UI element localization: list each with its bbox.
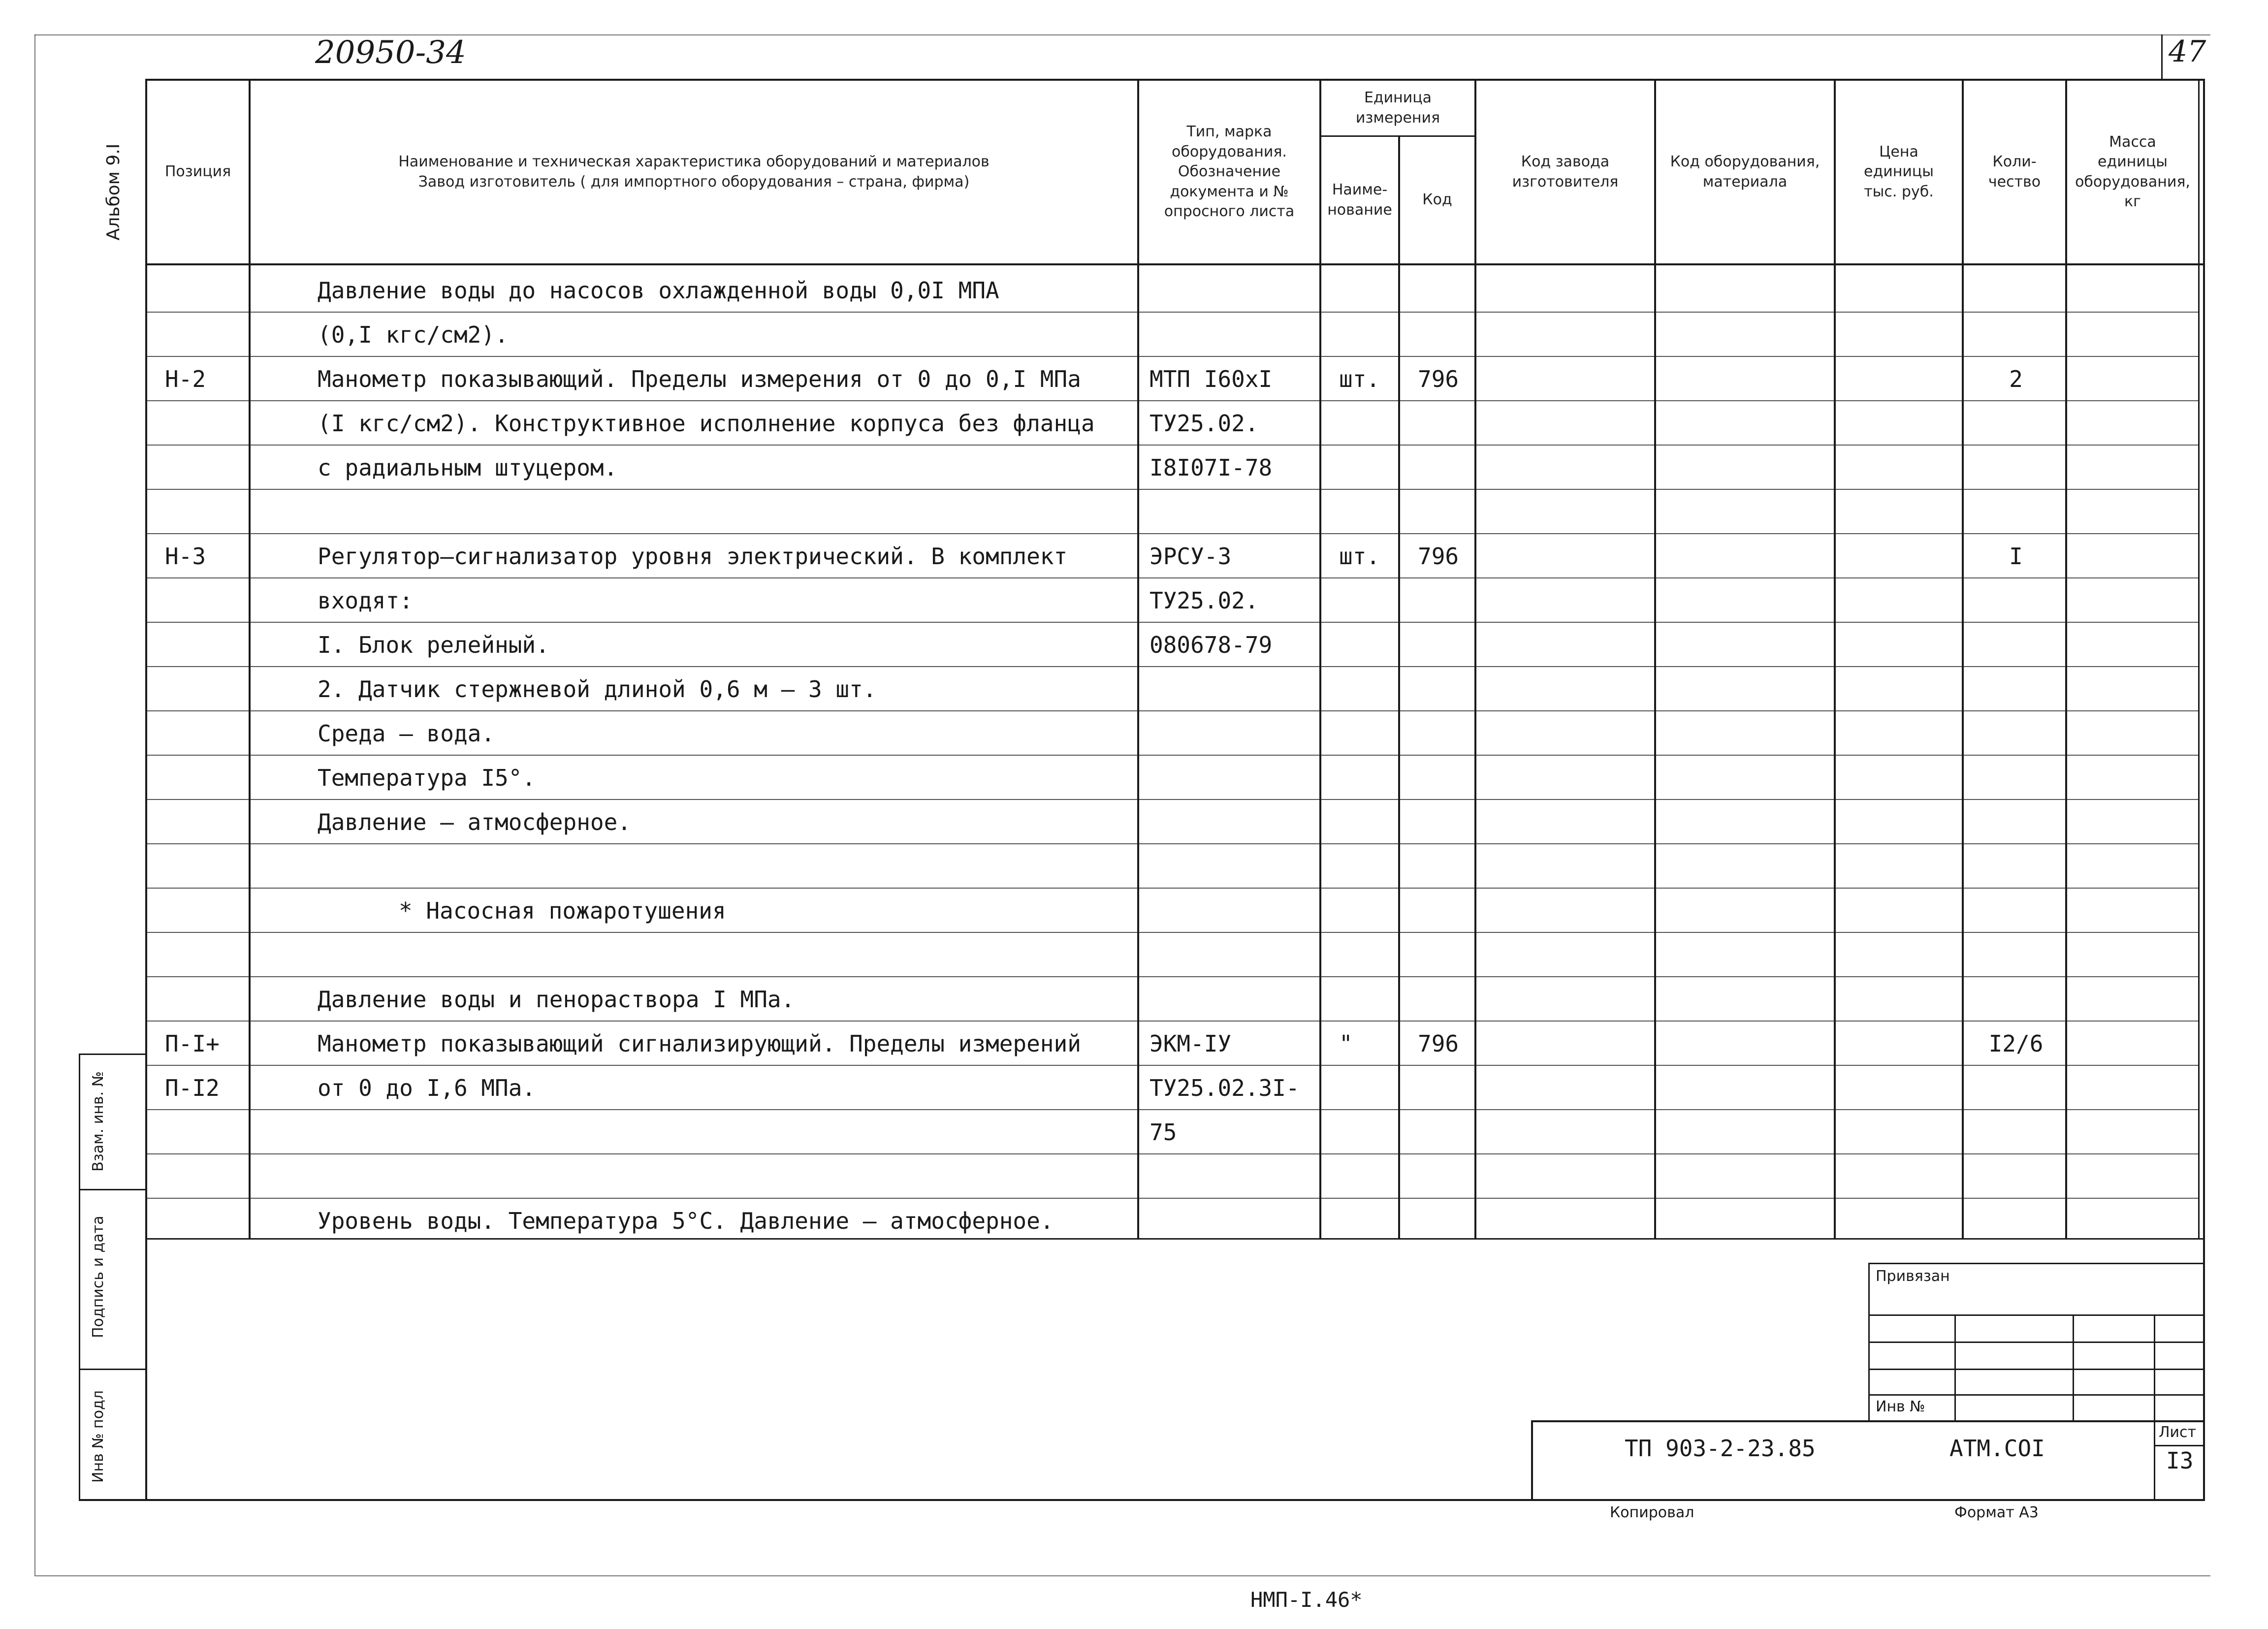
row-quantity [1986, 623, 2045, 667]
header-type: Тип, марка оборудования. Обозначение документа и № опросного листа [1164, 123, 1295, 221]
title-top [1531, 1420, 2203, 1422]
row-quantity: I [2009, 543, 2023, 570]
row-name: Манометр показывающий сигнализирующий. Пределы измерений [318, 1030, 1081, 1057]
page-number: 47 [2169, 34, 2206, 69]
stamp-h3 [1868, 1369, 2203, 1370]
row-position: Н-3 [165, 543, 206, 570]
row-code: 796 [1418, 1030, 1459, 1057]
row-type: ЭКМ-IУ [1150, 1030, 1232, 1057]
title-left [1531, 1420, 1533, 1499]
side-col-right [79, 1054, 80, 1501]
header-name: Наименование и техническая характеристика оборудований и материалов Завод изготовитель ( для импортного оборудования – страна, фирма) [398, 153, 990, 191]
row-quantity [1986, 313, 2045, 357]
stamp-h4 [1868, 1394, 2203, 1396]
row-quantity [1986, 446, 2045, 490]
row-quantity [1986, 490, 2045, 534]
header-price: Цена единицы тыс. руб. [1864, 143, 1934, 200]
row-unit: шт. [1339, 543, 1380, 570]
frame-bottom [79, 1499, 2205, 1501]
title-doc-code: ТП 903-2-23.85 [1625, 1435, 1816, 1462]
page-box-left [2161, 34, 2163, 79]
doc-number: 20950-34 [315, 34, 466, 71]
stamp-v1 [1954, 1314, 1956, 1420]
row-type: 75 [1150, 1119, 1177, 1146]
side-div-1 [79, 1054, 147, 1055]
row-quantity: 2 [2009, 366, 2023, 392]
outer-trim-bottom [34, 1575, 2210, 1576]
row-type: 080678-79 [1150, 632, 1273, 658]
header-factory-code: Код завода изготовителя [1512, 153, 1619, 191]
row-type: МТП I60хI [1150, 366, 1273, 392]
footer-kopiroval: Копировал [1610, 1504, 1694, 1521]
row-name: Давление – атмосферное. [318, 809, 631, 835]
row-name: (0,I кгс/см2). [318, 321, 509, 348]
side-album: Альбом 9.I [103, 143, 124, 241]
row-type: ТУ25.02. [1150, 410, 1259, 437]
header-equipment-code: Код оборудования, материала [1670, 153, 1820, 191]
stamp-h1 [1868, 1314, 2203, 1316]
side-vzam-inv: Взам. инв. № [90, 1071, 107, 1172]
row-quantity [1986, 401, 2045, 446]
row-quantity [1986, 711, 2045, 756]
outer-trim-left [34, 34, 35, 1575]
row-quantity [1986, 889, 2045, 933]
title-sheet-code: АТМ.СОI [1949, 1435, 2045, 1462]
side-inv-podl: Инв № подл [90, 1390, 107, 1483]
row-quantity [1986, 578, 2045, 623]
row-type: ТУ25.02.3I- [1150, 1075, 1300, 1101]
row-quantity [1986, 844, 2045, 889]
header-qty: Коли- чество [1988, 153, 2041, 191]
row-name: Давление воды до насосов охлажденной воды 0,0I МПА [318, 277, 999, 304]
stamp-v3 [2154, 1314, 2155, 1420]
row-quantity [1986, 977, 2045, 1022]
row-quantity [1986, 1066, 2045, 1110]
row-code: 796 [1418, 366, 1459, 392]
header-mass: Масса единицы оборудования, кг [2075, 133, 2190, 210]
stamp-top [1868, 1263, 2203, 1264]
row-quantity [1986, 667, 2045, 711]
stamp-v2 [2073, 1314, 2074, 1420]
header-unit: Единица измерения [1355, 89, 1440, 127]
row-name: Температура I5°. [318, 765, 536, 791]
row-unit: шт. [1339, 366, 1380, 392]
row-type: ТУ25.02. [1150, 587, 1259, 614]
side-podpis: Подпись и дата [90, 1215, 107, 1338]
footer-format: Формат А3 [1954, 1504, 2039, 1521]
col-line-10 [2198, 79, 2200, 1240]
row-code: 796 [1418, 543, 1459, 570]
row-name: с радиальным штуцером. [318, 454, 618, 481]
side-div-2 [79, 1189, 147, 1190]
title-list-value: I3 [2166, 1447, 2194, 1474]
row-quantity [1986, 1110, 2045, 1154]
stamp-inv-no: Инв № [1876, 1398, 1925, 1415]
header-unit-code: Код [1422, 191, 1452, 209]
title-list-label: Лист [2159, 1424, 2197, 1441]
row-name: (I кгс/см2). Конструктивное исполнение корпуса без фланца [318, 410, 1095, 437]
header-unit-name: Наиме- нование [1327, 181, 1392, 219]
row-quantity: I2/6 [1988, 1030, 2044, 1057]
frame-left [145, 79, 147, 1499]
row-position: Н-2 [165, 366, 206, 392]
row-name: входят: [318, 587, 413, 614]
row-name: 2. Датчик стержневой длиной 0,6 м – 3 шт. [318, 676, 877, 703]
frame-right [2203, 79, 2205, 1499]
row-name: от 0 до I,6 МПа. [318, 1075, 536, 1101]
row-name: Среда – вода. [318, 720, 495, 747]
stamp-privyazan: Привязан [1876, 1268, 1950, 1285]
row-quantity [1986, 1199, 2045, 1243]
row-name: Регулятор–сигнализатор уровня электрический. В комплект [318, 543, 1068, 570]
stamp-h2 [1868, 1342, 2203, 1343]
row-type: ЭРСУ-3 [1150, 543, 1232, 570]
row-position: П-I+ [165, 1030, 220, 1057]
row-position: П-I2 [165, 1075, 220, 1101]
row-quantity [1986, 756, 2045, 800]
header-position: Позиция [164, 163, 231, 181]
title-list-h [2154, 1445, 2203, 1446]
row-quantity [1986, 1154, 2045, 1199]
row-name: * Насосная пожаротушения [399, 897, 726, 924]
row-name: Давление воды и пенораствора I МПа. [318, 986, 795, 1013]
row-unit: " [1339, 1030, 1353, 1057]
side-div-3 [79, 1369, 147, 1370]
col-line-4 [1398, 135, 1400, 1240]
row-quantity [1986, 268, 2045, 313]
row-quantity [1986, 800, 2045, 844]
row-name: Уровень воды. Температура 5°С. Давление – атмосферное. [318, 1208, 1054, 1234]
row-quantity [1986, 933, 2045, 977]
row-type: I8I07I-78 [1150, 454, 1273, 481]
header-bottom [145, 263, 2203, 265]
row-name: I. Блок релейный. [318, 632, 549, 658]
title-list-left [2154, 1420, 2155, 1499]
footer-bottom-code: НМП-I.46* [1250, 1588, 1363, 1612]
row-name: Манометр показывающий. Пределы измерения от 0 до 0,I МПа [318, 366, 1081, 392]
